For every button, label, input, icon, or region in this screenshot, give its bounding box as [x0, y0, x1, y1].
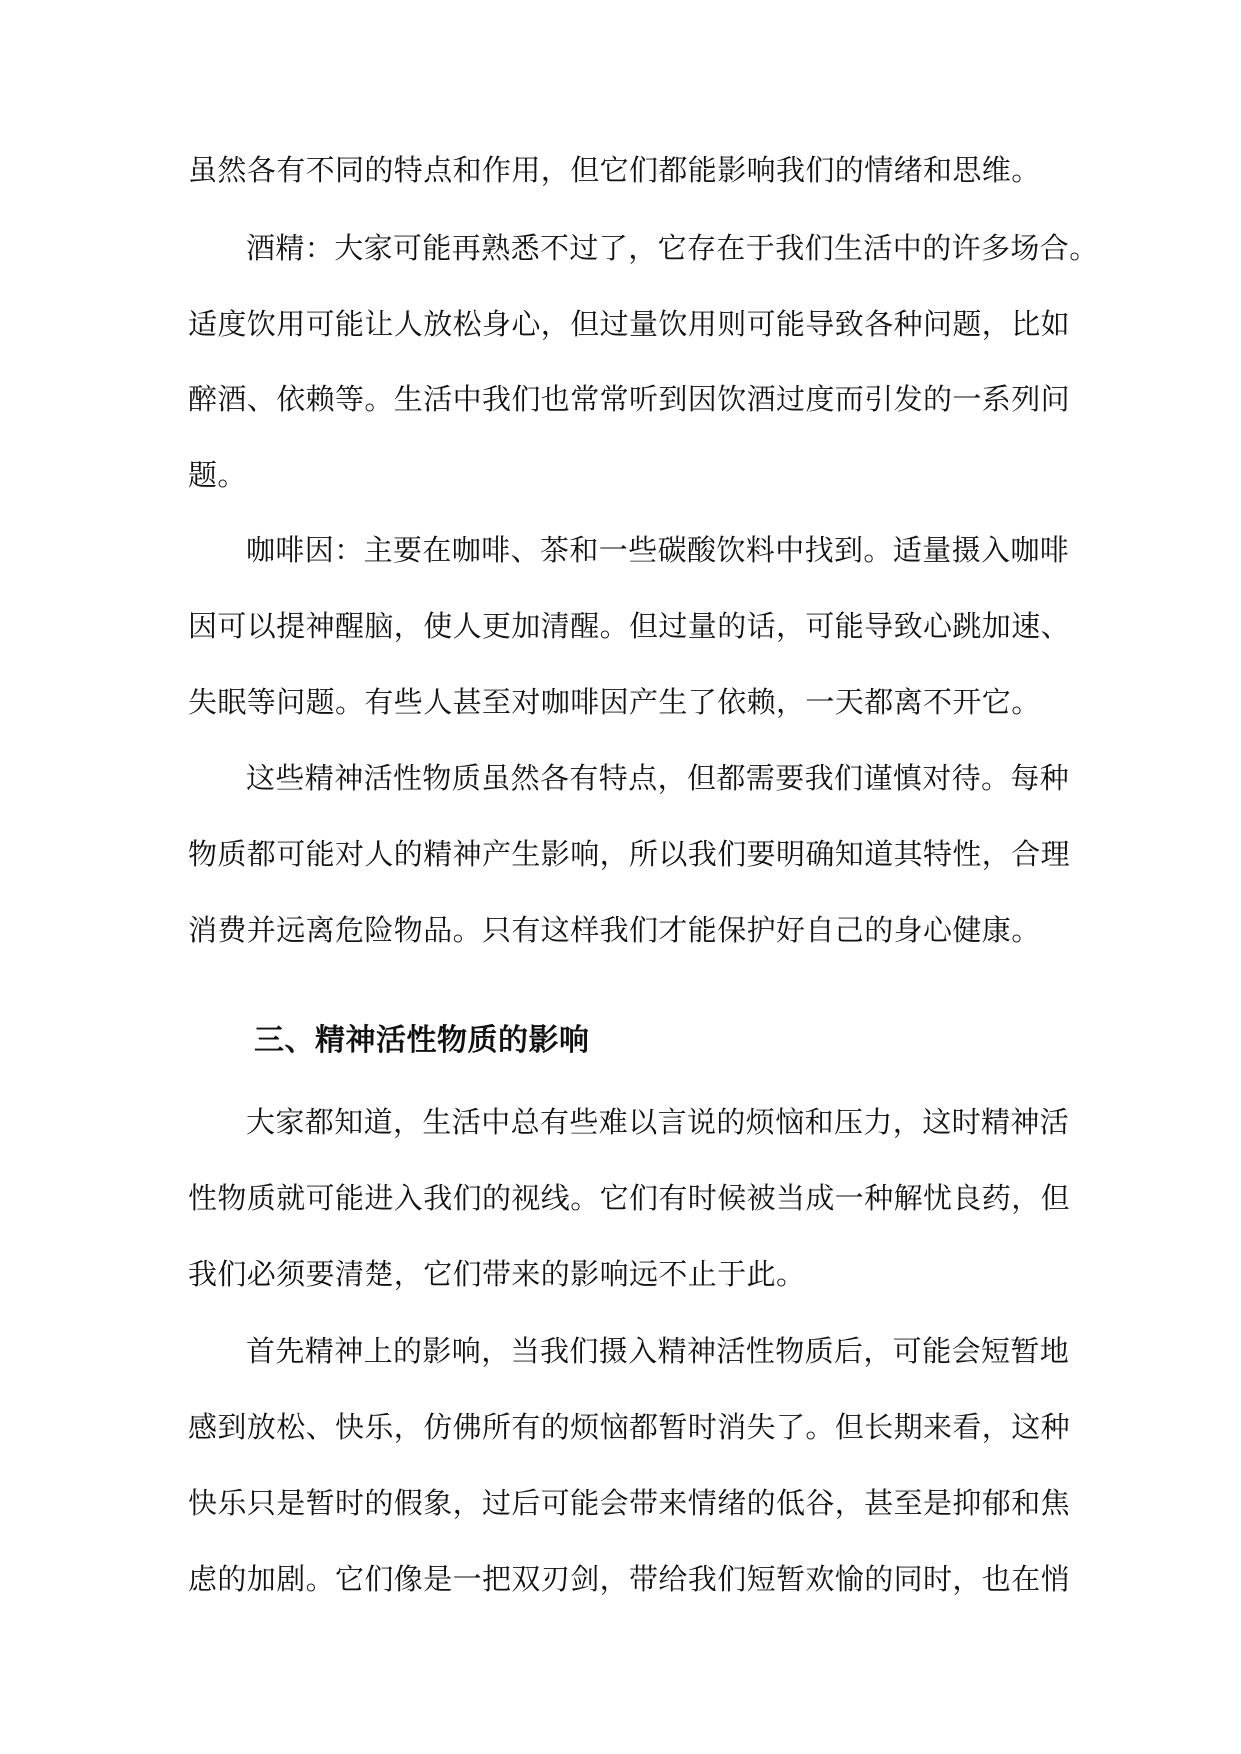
- text-line: 感到放松、快乐，仿佛所有的烦恼都暂时消失了。但长期来看，这种: [188, 1410, 1071, 1444]
- text-line: 虑的加剧。它们像是一把双刃剑，带给我们短暂欢愉的同时，也在悄: [188, 1562, 1071, 1596]
- text-line: 消费并远离危险物品。只有这样我们才能保护好自己的身心健康。: [188, 913, 1041, 947]
- text-line: 首先精神上的影响，当我们摄入精神活性物质后，可能会短暂地: [246, 1334, 1070, 1368]
- text-line: 咖啡因：主要在咖啡、茶和一些碳酸饮料中找到。适量摄入咖啡: [246, 533, 1070, 567]
- text-line: 因可以提神醒脑，使人更加清醒。但过量的话，可能导致心跳加速、: [188, 609, 1071, 643]
- section-heading: 三、精神活性物质的影响: [254, 1023, 590, 1058]
- text-line: 醉酒、依赖等。生活中我们也常常听到因饮酒过度而引发的一系列问: [188, 382, 1071, 416]
- text-line: 性物质就可能进入我们的视线。它们有时候被当成一种解忧良药，但: [188, 1181, 1071, 1215]
- text-line: 我们必须要清楚，它们带来的影响远不止于此。: [188, 1257, 806, 1291]
- text-line: 这些精神活性物质虽然各有特点，但都需要我们谨慎对待。每种: [246, 761, 1070, 795]
- text-line: 虽然各有不同的特点和作用，但它们都能影响我们的情绪和思维。: [188, 153, 1041, 187]
- text-line: 物质都可能对人的精神产生影响，所以我们要明确知道其特性，合理: [188, 837, 1071, 871]
- text-line: 大家都知道，生活中总有些难以言说的烦恼和压力，这时精神活: [246, 1105, 1070, 1139]
- text-line: 适度饮用可能让人放松身心，但过量饮用则可能导致各种问题，比如: [188, 307, 1071, 341]
- text-line: 酒精：大家可能再熟悉不过了，它存在于我们生活中的许多场合。: [246, 231, 1099, 265]
- text-line: 失眠等问题。有些人甚至对咖啡因产生了依赖，一天都离不开它。: [188, 685, 1041, 719]
- text-line: 题。: [188, 458, 247, 492]
- text-line: 快乐只是暂时的假象，过后可能会带来情绪的低谷，甚至是抑郁和焦: [188, 1486, 1071, 1520]
